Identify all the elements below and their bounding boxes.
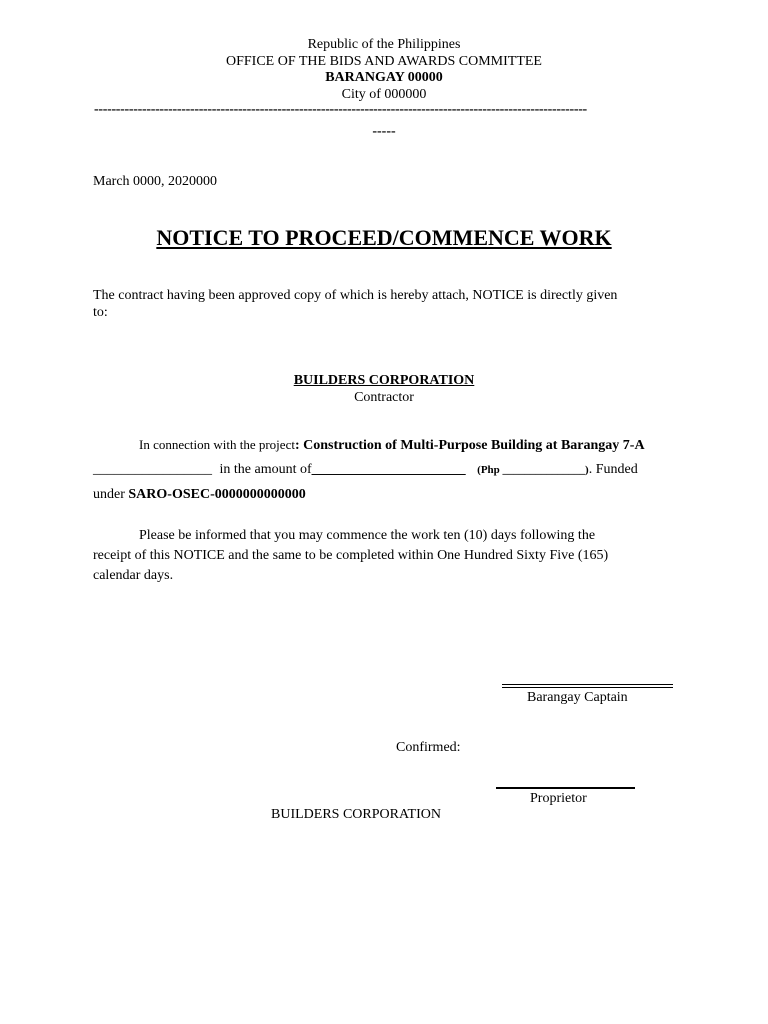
company-name: BUILDERS CORPORATION — [271, 807, 441, 822]
confirmed-label: Confirmed: — [396, 740, 461, 755]
header-office: OFFICE OF THE BIDS AND AWARDS COMMITTEE — [226, 54, 542, 69]
intro-line-1: The contract having been approved copy of which is hereby attach, NOTICE is directly given — [93, 288, 618, 303]
notice-date: March 0000, 2020000 — [93, 174, 218, 189]
header-barangay: BARANGAY 00000 — [325, 70, 443, 85]
recipient-name: BUILDERS CORPORATION — [293, 373, 475, 388]
header-city: City of 000000 — [341, 87, 427, 102]
intro-line-2: to: — [93, 305, 108, 320]
project-line-2 — [93, 462, 676, 478]
project-line-1 — [139, 437, 645, 454]
body-line-1: Please be informed that you may commence the work ten (10) days following the — [139, 528, 596, 543]
project-name: : Construction of Multi-Purpose Building at Barangay 7-A — [294, 438, 645, 453]
header-divider-tail: ----- — [372, 124, 396, 139]
under-text: under — [93, 487, 125, 502]
funded-text: . Funded — [588, 462, 638, 477]
proprietor-label: Proprietor — [530, 791, 587, 806]
captain-signature-line — [502, 684, 673, 685]
saro-number: SARO-OSEC-0000000000000 — [128, 487, 306, 502]
captain-label: Barangay Captain — [527, 690, 628, 705]
document-title: NOTICE TO PROCEED/COMMENCE WORK — [156, 225, 612, 250]
amount-label: in the amount of — [219, 462, 312, 477]
proprietor-signature-line — [496, 787, 635, 789]
project-lead: In connection with the project — [139, 437, 295, 452]
header-republic: Republic of the Philippines — [307, 37, 461, 52]
captain-signature-line-2 — [502, 687, 673, 688]
amount-blank: ______________________ — [311, 462, 466, 477]
recipient-role: Contractor — [354, 390, 414, 405]
project-blank-1: _________________ — [93, 462, 212, 477]
body-line-3: calendar days. — [93, 568, 174, 583]
php-label: (Php _______________) — [477, 464, 589, 476]
project-line-3 — [93, 487, 306, 503]
header-divider: ----------------------------------------------------------------------------------------------------------------- — [94, 102, 587, 117]
body-line-2: receipt of this NOTICE and the same to be completed within One Hundred Sixty Five (165) — [93, 548, 609, 563]
